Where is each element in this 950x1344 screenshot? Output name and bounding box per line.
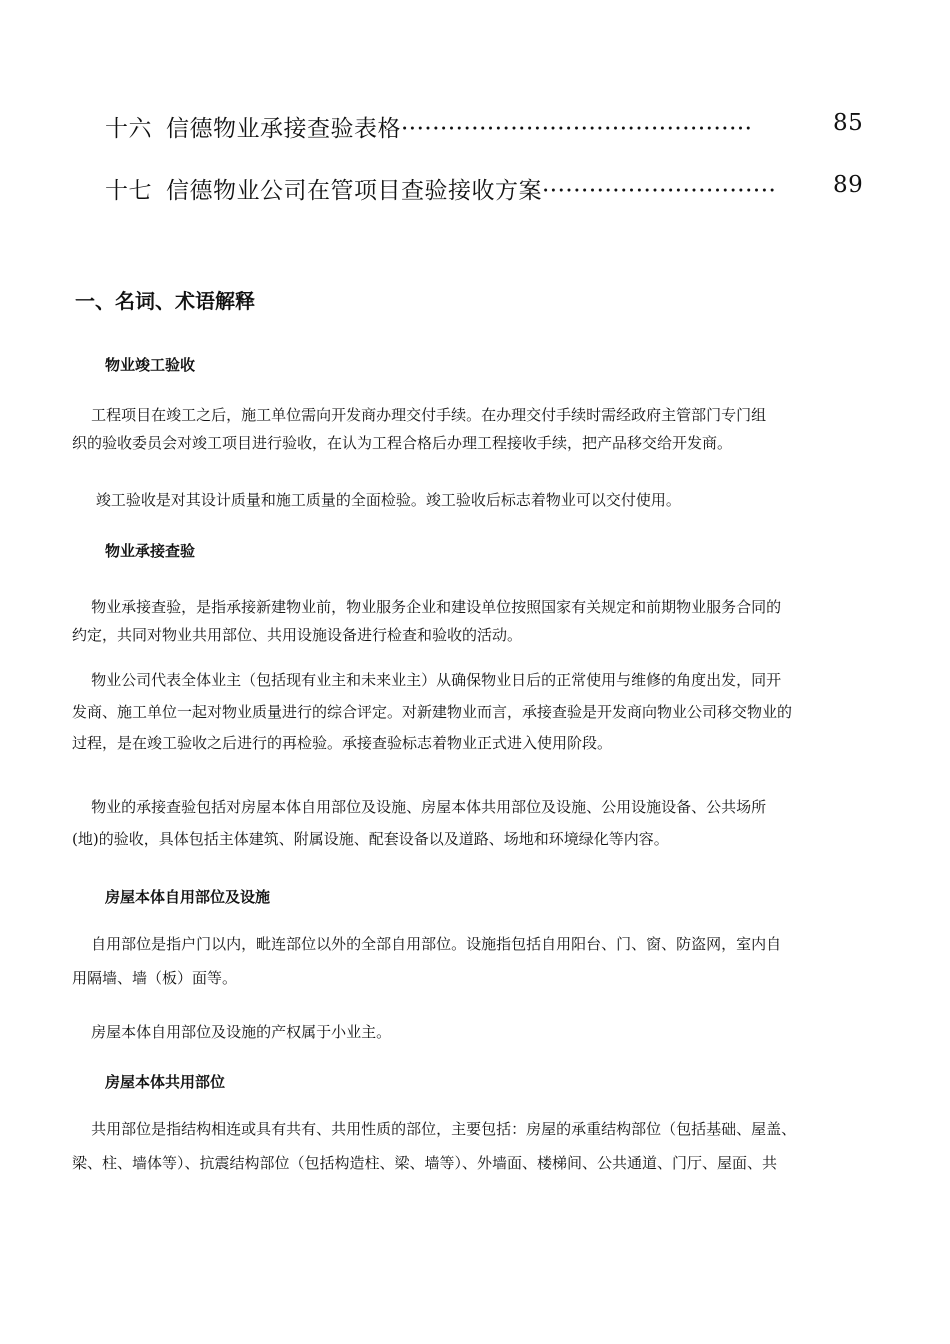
term-heading: 物业竣工验收: [105, 356, 196, 374]
text-line: 织的验收委员会对竣工项目进行验收，在认为工程合格后办理工程接收手续，把产品移交给开发商。: [72, 434, 733, 452]
term-heading: 房屋本体自用部位及设施: [105, 888, 271, 906]
section-title: 一、名词、术语解释: [75, 289, 255, 313]
text-line: 房屋本体自用部位及设施的产权属于小业主。: [72, 1023, 392, 1041]
toc-entry[interactable]: [105, 172, 864, 205]
toc-title: 信德物业公司在管项目查验接收方案: [166, 178, 542, 204]
text-line: 物业的承接查验包括对房屋本体自用部位及设施、房屋本体共用部位及设施、公用设施设备、公共场所: [72, 798, 767, 816]
toc-leader: ······························: [542, 178, 777, 204]
toc-title: 信德物业承接查验表格: [166, 116, 401, 142]
text-line: 发商、施工单位一起对物业质量进行的综合评定。对新建物业而言，承接查验是开发商向物业公司移交物业的: [72, 703, 793, 721]
toc-number: 十六: [105, 116, 152, 142]
paragraph: [72, 486, 882, 514]
paragraph: [72, 1018, 882, 1046]
toc-entry[interactable]: [105, 110, 864, 143]
paragraph: [72, 401, 882, 457]
toc-leader: ·············································: [401, 116, 753, 142]
text-line: 梁、柱、墙体等）、抗震结构部位（包括构造柱、梁、墙等）、外墙面、楼梯间、公共通道、门厅、屋面、共: [72, 1154, 778, 1172]
paragraph: [72, 666, 882, 756]
text-line: 自用部位是指户门以内，毗连部位以外的全部自用部位。设施指包括自用阳台、门、窗、防盗网，室内自: [72, 935, 782, 953]
toc-page-number: 85: [833, 110, 864, 136]
text-line: 用隔墙、墙（板）面等。: [72, 969, 238, 987]
text-line: 物业公司代表全体业主（包括现有业主和未来业主）从确保物业日后的正常使用与维修的角度出发，同开: [72, 671, 782, 689]
text-line: (地)的验收，具体包括主体建筑、附属设施、配套设备以及道路、场地和环境绿化等内容。: [72, 830, 669, 848]
paragraph: [72, 930, 882, 998]
term-heading: 房屋本体共用部位: [105, 1073, 226, 1091]
text-line: 约定，共同对物业共用部位、共用设施设备进行检查和验收的活动。: [72, 626, 523, 644]
text-line: 物业承接查验，是指承接新建物业前，物业服务企业和建设单位按照国家有关规定和前期物业服务合同的: [72, 598, 782, 616]
toc-page-number: 89: [833, 172, 864, 198]
paragraph: [72, 793, 882, 857]
text-line: 工程项目在竣工之后，施工单位需向开发商办理交付手续。在办理交付手续时需经政府主管部门专门组: [72, 406, 767, 424]
paragraph: [72, 1115, 882, 1183]
text-line: 过程，是在竣工验收之后进行的再检验。承接查验标志着物业正式进入使用阶段。: [72, 734, 613, 752]
paragraph: [72, 593, 882, 649]
text-line: 共用部位是指结构相连或具有共有、共用性质的部位，主要包括：房屋的承重结构部位（包括基础、屋盖、: [72, 1120, 797, 1138]
text-line: 竣工验收是对其设计质量和施工质量的全面检验。竣工验收后标志着物业可以交付使用。: [72, 491, 681, 509]
toc-number: 十七: [105, 178, 152, 204]
term-heading: 物业承接查验: [105, 542, 196, 560]
